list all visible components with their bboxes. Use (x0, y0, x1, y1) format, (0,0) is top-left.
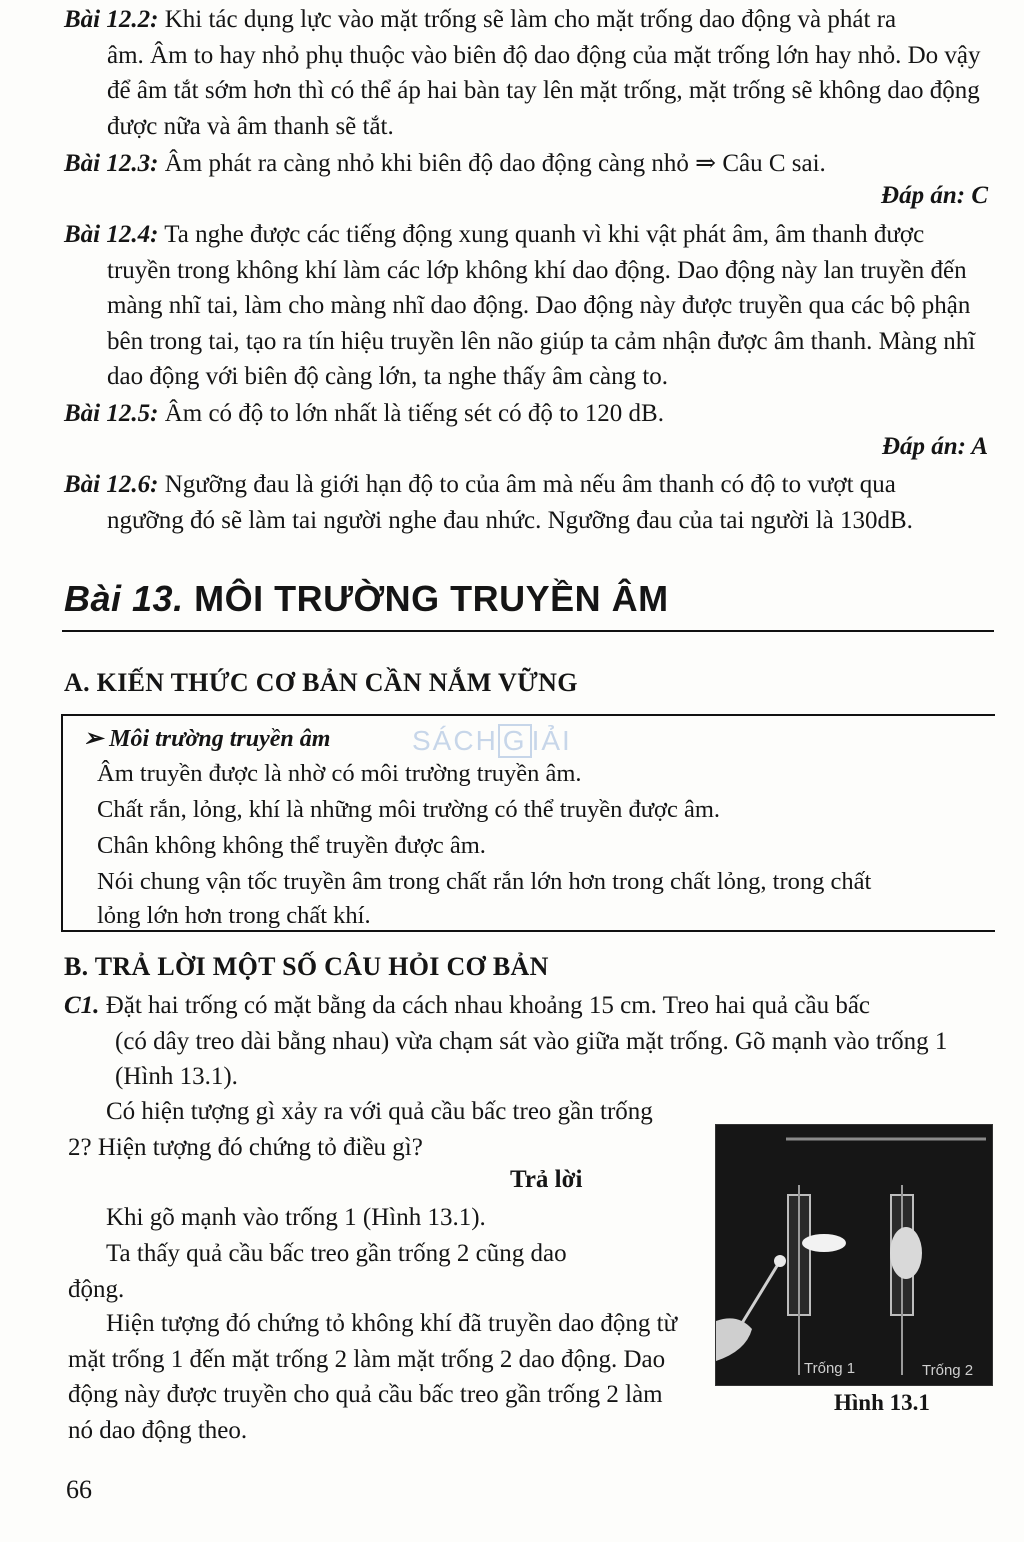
figure-caption: Hình 13.1 (834, 1390, 930, 1415)
exercise-text-first: Âm có độ to lớn nhất là tiếng sét có độ to 120 dB. (164, 400, 664, 427)
question-c1 (64, 988, 994, 1095)
exercise-text-rest: truyền trong không khí làm các lớp không khí dao động. Dao động này lan truyền đến màng nhĩ tai, làm cho màng nhĩ dao động. Dao động này được truyền qua các bộ phận bên trong tai, tạo ra tín hiệu truyền lên não giúp ta cảm nhận được âm thanh. Màng nhĩ dao động với biên độ càng lớn, ta nghe thấy âm càng to. (107, 256, 976, 390)
exercise-text-first: Âm phát ra càng nhỏ khi biên độ dao động càng nhỏ ⇒ Câu C sai. (164, 150, 826, 177)
exercise-text-first: Ngưỡng đau là giới hạn độ to của âm mà nếu âm thanh có độ to vượt qua (164, 471, 896, 498)
answer-heading: Trả lời (510, 1166, 583, 1193)
section-a-heading: A. KIẾN THỨC CƠ BẢN CẦN NẮM VỮNG (64, 668, 578, 697)
answer-para-3: Hiện tượng đó chứng tỏ không khí đã truyền dao động từ mặt trống 1 đến mặt trống 2 làm mặt trống 2 dao động. Dao động này được truyền cho quả cầu bấc treo gần trống 2 làm nó dao động theo. (68, 1310, 678, 1444)
page-number: 66 (66, 1475, 92, 1504)
answer-para-2: Ta thấy quả cầu bấc treo gần trống 2 cũng dao động. (68, 1240, 567, 1303)
exercise-label: Bài 12.5: (64, 400, 159, 427)
exercise-text-first: Khi tác dụng lực vào mặt trống sẽ làm cho mặt trống dao động và phát ra (164, 6, 897, 33)
box-heading: ➢ Môi trường truyền âm (83, 726, 331, 752)
drum-1-label: Trống 1 (804, 1360, 856, 1377)
answer-key-12-3: Đáp án: C (881, 182, 988, 209)
lesson-number: Bài 13. (64, 578, 184, 619)
exercise-label: Bài 12.2: (64, 6, 159, 33)
exercise-12-6 (64, 467, 992, 538)
section-b-heading: B. TRẢ LỜI MỘT SỐ CÂU HỎI CƠ BẢN (64, 952, 549, 981)
exercise-text-rest: ngưỡng đó sẽ làm tai người nghe đau nhức. Ngưỡng đau của tai người là 130dB. (107, 506, 913, 534)
lesson-title (64, 578, 669, 620)
drum-2-label: Trống 2 (922, 1362, 974, 1379)
box-line: Chất rắn, lỏng, khí là những môi trường có thể truyền được âm. (97, 796, 721, 823)
box-line: lỏng lớn hơn trong chất khí. (97, 902, 371, 929)
watermark-logo: SÁCH G IẢI (412, 725, 572, 756)
figure-drums-photo (715, 1124, 993, 1386)
exercise-12-4 (64, 217, 992, 395)
exercise-12-2 (64, 2, 992, 144)
question-label: C1. (64, 992, 100, 1019)
exercise-12-3 (64, 146, 992, 182)
drums-illustration (716, 1125, 992, 1385)
answer-para-1: Khi gõ mạnh vào trống 1 (Hình 13.1). (106, 1204, 486, 1231)
box-line: Âm truyền được là nhờ có môi trường truyền âm. (97, 760, 582, 787)
exercise-text-rest: âm. Âm to hay nhỏ phụ thuộc vào biên độ dao động của mặt trống lớn hay nhỏ. Do vậy để âm tắt sớm hơn thì có thể áp hai bàn tay lên mặt trống, mặt trống sẽ không dao động được nữa và âm thanh sẽ tắt. (107, 41, 981, 140)
exercise-12-5 (64, 396, 992, 432)
question-text-rest: (có dây treo dài bằng nhau) vừa chạm sát vào giữa mặt trống. Gõ mạnh vào trống 1 (Hình 13.1). (115, 1027, 948, 1090)
exercise-label: Bài 12.3: (64, 150, 159, 177)
box-line: Nói chung vận tốc truyền âm trong chất rắn lớn hơn trong chất lỏng, trong chất (97, 868, 872, 895)
title-divider (62, 630, 994, 632)
answer-key-12-5: Đáp án: A (881, 433, 988, 460)
question-text-first: Đặt hai trống có mặt bằng da cách nhau khoảng 15 cm. Treo hai quả cầu bấc (105, 992, 871, 1019)
box-line: Chân không không thể truyền được âm. (97, 832, 486, 859)
question-prompt: Có hiện tượng gì xảy ra với quả cầu bấc treo gần trống 2? Hiện tượng đó chứng tỏ điều gì? (68, 1098, 653, 1161)
lesson-name: MÔI TRƯỜNG TRUYỀN ÂM (194, 578, 669, 619)
exercise-text-first: Ta nghe được các tiếng động xung quanh vì khi vật phát âm, âm thanh được (164, 221, 925, 248)
exercise-label: Bài 12.4: (64, 221, 159, 248)
exercise-label: Bài 12.6: (64, 471, 159, 498)
